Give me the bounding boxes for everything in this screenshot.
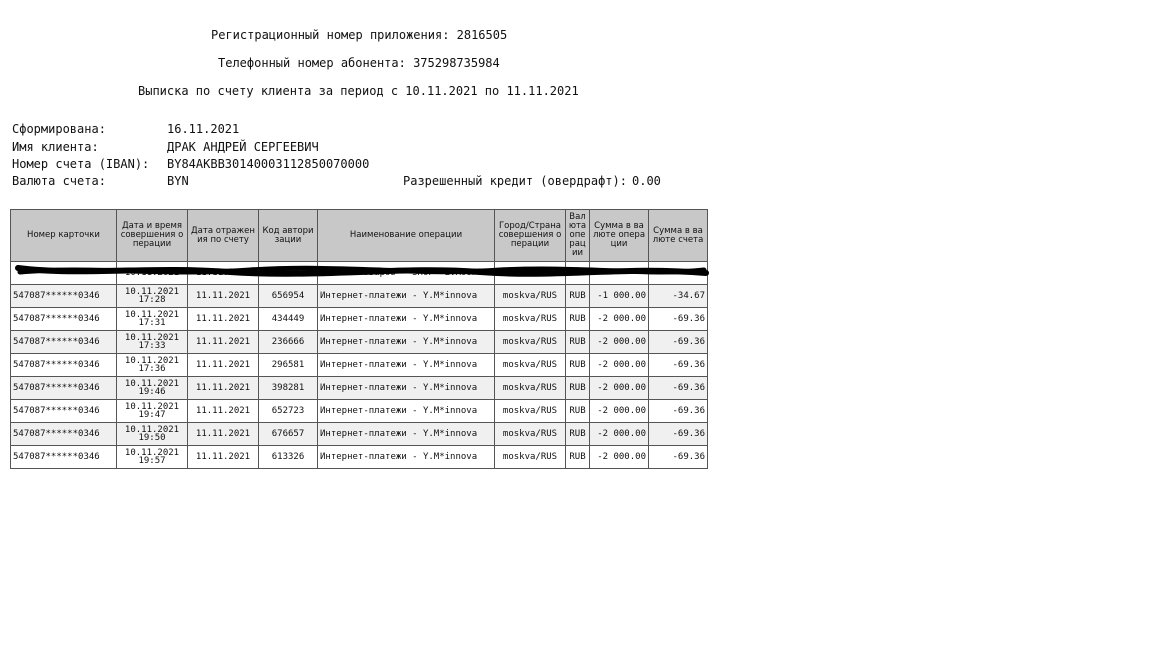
cell-currency: RUB: [566, 423, 590, 446]
cell-time: 17:28: [138, 295, 166, 305]
cell-time: 17:36: [138, 364, 166, 374]
account-currency-label: Валюта счета:: [12, 174, 106, 188]
col-auth-code: Код авторизации: [259, 210, 318, 262]
cell-posted: 11.11.2021: [188, 331, 259, 354]
cell-date: 10.11.2021: [124, 425, 180, 435]
cell-posted: 11.11.2021: [188, 400, 259, 423]
table-row: [11, 423, 708, 446]
cell-amount-op: -2 000.00: [590, 308, 649, 331]
cell-amount-op: -2 000.00: [590, 446, 649, 469]
cell-posted: 11.11.2021: [188, 308, 259, 331]
cell-city: moskva/RUS: [495, 423, 566, 446]
cell-posted: 11.11.2021: [188, 377, 259, 400]
cell-amount-acc: -69.36: [649, 354, 708, 377]
cell-date: 10.11.2021: [124, 402, 180, 412]
cell-currency: RUB: [566, 446, 590, 469]
cell-amount-op: -2 000.00: [590, 423, 649, 446]
cell-auth: 434449: [259, 308, 318, 331]
col-operation-currency: Валюта операции: [566, 210, 590, 262]
cell-auth: 398281: [259, 377, 318, 400]
cell-date: 10.11.2021: [124, 356, 180, 366]
cell-date: 10.11.2021: [124, 333, 180, 343]
cell-amount-op: -2 000.00: [590, 331, 649, 354]
cell-posted: 11.11.2021: [188, 354, 259, 377]
cell-city: MINSK/BLR: [495, 262, 566, 285]
cell-amount-acc: -69.36: [649, 400, 708, 423]
table-row: [11, 308, 708, 331]
overdraft-label: Разрешенный кредит (овердрафт):: [403, 174, 627, 188]
iban-value: BY84AKBB30140003112850070000: [167, 157, 370, 171]
cell-date: 10.11.2021: [124, 448, 180, 458]
cell-posted: 11.11.2021: [188, 423, 259, 446]
cell-city: moskva/RUS: [495, 331, 566, 354]
col-amount-operation: Сумма в валюте операции: [590, 210, 649, 262]
cell-name: Интернет-платежи - Y.M*innova: [318, 446, 495, 469]
cell-currency: RUB: [566, 308, 590, 331]
cell-card: 547087******0346: [11, 400, 117, 423]
cell-card: 547087******0346: [11, 446, 117, 469]
col-posting-date: Дата отражения по счету: [188, 210, 259, 262]
cell-datetime: 10.11.2021: [117, 262, 188, 285]
cell-name: Интернет-платежи - Y.M*innova: [318, 400, 495, 423]
subscriber-phone: Телефонный номер абонента: 375298735984: [218, 56, 500, 70]
overdraft-value: 0.00: [632, 174, 661, 188]
cell-amount-op: -2 000.00: [590, 354, 649, 377]
table-header-row: [11, 210, 708, 262]
cell-name: Oплата товаров - SHOP "EVROOPT": [318, 262, 495, 285]
cell-currency: BYN: [566, 262, 590, 285]
cell-name: Интернет-платежи - Y.M*innova: [318, 423, 495, 446]
account-currency-value: BYN: [167, 174, 189, 188]
cell-name: Интернет-платежи - Y.M*innova: [318, 308, 495, 331]
cell-datetime: [117, 400, 188, 423]
cell-datetime: [117, 377, 188, 400]
cell-amount-acc: -69.36: [649, 308, 708, 331]
cell-datetime: [117, 446, 188, 469]
cell-city: moskva/RUS: [495, 285, 566, 308]
col-amount-account: Сумма в валюте счета: [649, 210, 708, 262]
cell-card: 547087******0346: [11, 285, 117, 308]
cell-auth: 733842: [259, 262, 318, 285]
col-city-country: Город/Страна совершения операции: [495, 210, 566, 262]
cell-time: 17:33: [138, 341, 166, 351]
cell-currency: RUB: [566, 354, 590, 377]
cell-amount-acc: -69.36: [649, 423, 708, 446]
cell-date: 10.11.2021: [124, 287, 180, 297]
cell-city: moskva/RUS: [495, 446, 566, 469]
transactions-table: [10, 209, 708, 469]
table-row: [11, 377, 708, 400]
cell-amount-op: [590, 262, 649, 285]
cell-currency: RUB: [566, 285, 590, 308]
table-row-redacted: [11, 262, 708, 285]
cell-amount-acc: [649, 262, 708, 285]
cell-auth: 296581: [259, 354, 318, 377]
cell-time: 17:31: [138, 318, 166, 328]
cell-auth: 676657: [259, 423, 318, 446]
cell-datetime: [117, 308, 188, 331]
cell-posted: 11.11.2021: [188, 446, 259, 469]
cell-city: moskva/RUS: [495, 377, 566, 400]
cell-datetime: [117, 423, 188, 446]
col-card-number: Номер карточки: [11, 210, 117, 262]
iban-label: Номер счета (IBAN):: [12, 157, 150, 171]
cell-card: 547087******0346: [11, 354, 117, 377]
cell-auth: 236666: [259, 331, 318, 354]
cell-amount-op: -1 000.00: [590, 285, 649, 308]
cell-datetime: [117, 354, 188, 377]
cell-date: 10.11.2021: [124, 379, 180, 389]
formed-label: Сформирована:: [12, 122, 106, 136]
cell-currency: RUB: [566, 377, 590, 400]
cell-posted: 11.11.2021: [188, 285, 259, 308]
cell-name: Интернет-платежи - Y.M*innova: [318, 331, 495, 354]
cell-card: 547087******0346: [11, 377, 117, 400]
client-name-value: ДРАК АНДРЕЙ СЕРГЕЕВИЧ: [167, 140, 319, 154]
cell-amount-acc: -69.36: [649, 446, 708, 469]
table-row: [11, 331, 708, 354]
cell-name: Интернет-платежи - Y.M*innova: [318, 354, 495, 377]
cell-amount-acc: -69.36: [649, 377, 708, 400]
cell-time: 19:46: [138, 387, 166, 397]
cell-time: 19:47: [138, 410, 166, 420]
cell-name: Интернет-платежи - Y.M*innova: [318, 285, 495, 308]
cell-time: 19:57: [138, 456, 166, 466]
table-row: [11, 354, 708, 377]
cell-amount-acc: -34.67: [649, 285, 708, 308]
app-registration-number: Регистрационный номер приложения: 2816505: [211, 28, 508, 42]
cell-currency: RUB: [566, 400, 590, 423]
cell-time: 19:50: [138, 433, 166, 443]
client-name-label: Имя клиента:: [12, 140, 99, 154]
cell-amount-op: -2 000.00: [590, 377, 649, 400]
cell-datetime: [117, 331, 188, 354]
table-row: [11, 285, 708, 308]
cell-card: [11, 262, 117, 285]
cell-auth: 656954: [259, 285, 318, 308]
cell-date: 10.11.2021: [124, 310, 180, 320]
cell-auth: 613326: [259, 446, 318, 469]
cell-amount-acc: -69.36: [649, 331, 708, 354]
cell-card: 547087******0346: [11, 331, 117, 354]
table-row: [11, 400, 708, 423]
cell-datetime: [117, 285, 188, 308]
cell-city: moskva/RUS: [495, 308, 566, 331]
cell-amount-op: -2 000.00: [590, 400, 649, 423]
cell-name: Интернет-платежи - Y.M*innova: [318, 377, 495, 400]
cell-currency: RUB: [566, 331, 590, 354]
cell-city: moskva/RUS: [495, 354, 566, 377]
table-row: [11, 446, 708, 469]
cell-city: moskva/RUS: [495, 400, 566, 423]
statement-period: Выписка по счету клиента за период с 10.11.2021 по 11.11.2021: [138, 84, 579, 98]
cell-card: 547087******0346: [11, 423, 117, 446]
cell-posted: 11.11.2021: [188, 262, 259, 285]
cell-card: 547087******0346: [11, 308, 117, 331]
formed-value: 16.11.2021: [167, 122, 240, 136]
cell-auth: 652723: [259, 400, 318, 423]
col-operation-name: Наименование операции: [318, 210, 495, 262]
col-operation-datetime: Дата и время совершения операции: [117, 210, 188, 262]
